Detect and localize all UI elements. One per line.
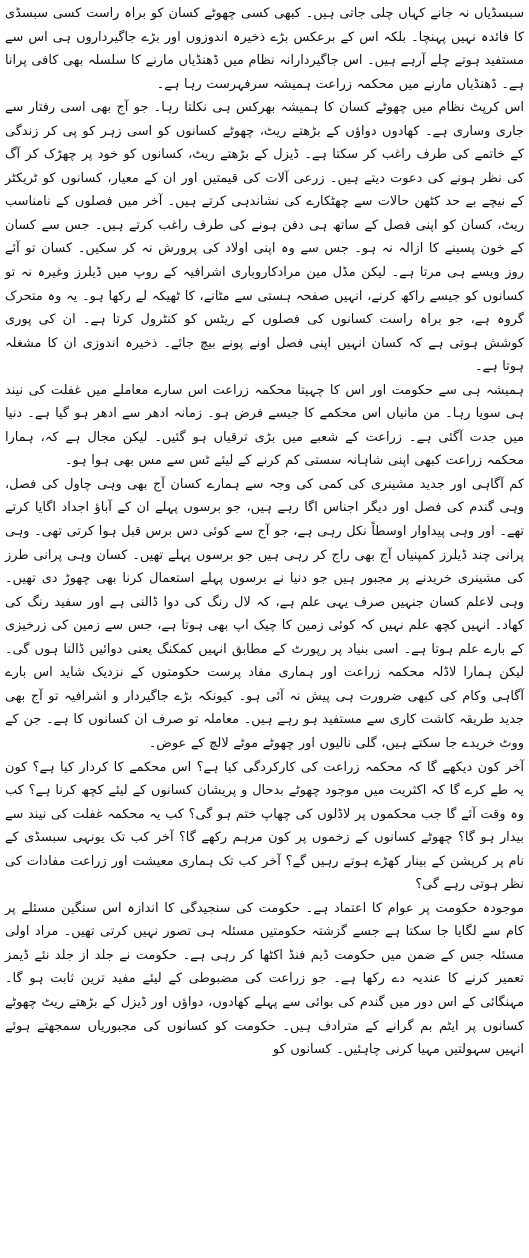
article-paragraph-4: کم آگاہی اور جدید مشینری کی کمی کی وجہ سے ہمارے کسان آج بھی وہی چاول کی فصل، وہی گندم کی فصل اور دیگر اجناس اگا رہے ہیں، جو برسوں پہلے ان کے آباؤ اجداد اگایا کرتے تھے۔ اور وہی پیداوار اوسطاً نکل رہی ہے، جو آج سے کوئی دس برس قبل ہوا کرتی تھی۔ وہی پرانی چند ڈیلرز کمپنیاں آج بھی راج کر رہی ہیں جو برسوں پہلے تھیں۔ کسان وہی پرانی طرز کی مشینری خریدنے پر مجبور ہیں جو دنیا نے برسوں پہلے استعمال کرنا بھی چھوڑ دی تھیں۔ وہی لاعلم کسان جنہیں صرف یہی علم ہے، کہ لال رنگ کی دوا ڈالنی ہے اور سفید رنگ کی کھاد۔ انہیں کچھ علم نہیں کہ کوئی زمین کا چیک اپ بھی ہوتا ہے، جس سے زمین کی زرخیزی کے بارے علم ہوتا ہے۔ اسی بنیاد پر رپورٹ کے مطابق انہیں کمکنگ یعنی دوائیں ڈالنا ہوں گی۔ لیکن ہمارا لاڈلہ محکمہ زراعت اور ہماری مفاد پرست حکومتوں کے نزدیک شاید اس بارے آگاہی وکام کی کبھی ضرورت ہی پیش نہ آئی ہو۔ کیونکہ بڑے جاگیردار و اشرافیہ تو آج بھی جدید طریقہ کاشت کاری سے مستفید ہو رہے ہیں۔ معاملہ تو صرف ان کسانوں کا ہے۔ جن کے ووٹ خریدے جا سکتے ہیں، گلی نالیوں اور چھوٹے موٹے لالچ کے عوض۔ bbox=[5, 476, 524, 751]
article-paragraph-3: ہمیشہ ہی سے حکومت اور اس کا چہیتا محکمہ زراعت اس سارے معاملے میں غفلت کی نیند ہی سویا رہا۔ من مانیاں اس محکمے کا جیسے فرض ہو۔ زمانہ ادھر سے ادھر ہو گیا ہے۔ دنیا میں جدت آگئی ہے۔ زراعت کے شعبے میں بڑی ترقیاں ہو گئیں۔ لیکن مجال ہے کہ، ہمارا محکمہ زراعت کبھی اپنی شاہانہ سستی کم کرنے کے لیئے ٹس سے مس بھی ہوا ہو۔ bbox=[5, 382, 524, 469]
article-paragraph-2: اس کرپٹ نظام میں چھوٹے کسان کا ہمیشہ بھرکس ہی نکلتا رہا۔ جو آج بھی اسی رفتار سے جاری وساری ہے۔ کھادوں دواؤں کے بڑھتے ریٹ، چھوٹے کسانوں کو اسی زہر کو پی کر زندگی کے خاتمے کی طرف راغب کر سکتا ہے۔ ڈیزل کے بڑھتے ریٹ، کسانوں کو خود پر چھڑک کر آگ کی نظر ہونے کی دعوت دیتے ہیں۔ زرعی آلات کی قیمتیں اور ان کے معیار، کسانوں کو ٹریکٹر کے نیچے بے حد کٹھن حالات سے چھٹکارے کی نشاندہی کرتے ہیں۔ آخر میں فصلوں کے نامناسب ریٹ، کسان کو اپنی فصل کے ساتھ ہی دفن ہونے کی طرف راغب کرتے ہیں۔ جس سے کسان کے خون پسینے کا ازالہ نہ ہو۔ جس سے وہ اپنی اولاد کی پرورش نہ کر سکیں۔ کسان تو آئے روز ویسے ہی مرتا ہے۔ لیکن مڈل مین مرادکاروباری اشرافیہ کے روپ میں ڈیلرز وغیرہ نہ تو کسانوں کو جیسے راکھ کرنے، انہیں صفحہ ہستی سے مٹانے، کا ٹھیکہ لے رکھا ہو۔ یہ وہ متحرک گروہ ہے، جو براہ راست کسانوں کی فصلوں کے ریٹس کو کنٹرول کرتا ہے۔ ان کی پوری کوشش ہوتی ہے کہ کسان انہیں اپنی فصل اونے پونے بیچ جائے۔ ذخیرہ اندوزی ان کا مشغلہ ہوتا ہے۔ bbox=[5, 100, 524, 375]
article-paragraph-5: آخر کون دیکھے گا کہ محکمہ زراعت کی کارکردگی کیا ہے؟ اس محکمے کا کردار کیا ہے؟ کون یہ طے کرے گا کہ اکثریت میں موجود چھوٹے بدحال و پریشان کسانوں کے لیئے کچھ کرنا ہے؟ کب وہ وقت آئے گا جب محکموں پر لاڈلوں کی چھاپ ختم ہو گی؟ کب یہ محکمہ غفلت کی نیند سے بیدار ہو گا؟ چھوٹے کسانوں کے زخموں پر کون مرہم رکھے گا؟ آخر کب تک یونہی سبسڈی کے نام پر کرپشن کے بینار کھڑے ہوتے رہیں گے؟ آخر کب تک ہماری معیشت اور زراعت مفادات کی نظر ہوتی رہے گی؟ bbox=[5, 759, 524, 893]
article-paragraph-1: سبسڈیاں نہ جانے کہاں چلی جاتی ہیں۔ کبھی کسی چھوٹے کسان کو براہ راست کسی سبسڈی کا فائدہ نہیں پہنچا۔ بلکہ اس کے برعکس بڑے ذخیرہ اندوزوں اور بڑے جاگیرداروں ہی اس سے مستفید ہوتے چلے آرہے ہیں۔ اس جاگیردارانہ نظام میں ڈھنڈیاں مارنے کا سلسلہ بھی کافی پرانا ہے۔ ڈھنڈیاں مارنے میں محکمہ زراعت ہمیشہ سرفہرست رہا ہے۔ bbox=[5, 6, 524, 92]
article-paragraph-6: موجودہ حکومت پر عوام کا اعتماد ہے۔ حکومت کی سنجیدگی کا اندازہ اس سنگین مسئلے پر کام سے لگایا جا سکتا ہے جسے گزشتہ حکومتیں مسئلہ ہی تصور نہیں کرتی تھیں۔ مراد اولی مسئلہ جس کے ضمن میں حکومت ڈیم فنڈ اکٹھا کر رہی ہے۔ حکومت نے جلد از جلد نئے ڈیمز تعمیر کرنے کا عندیہ دے رکھا ہے۔ جو زراعت کی مضبوطی کے لیئے مفید ترین ثابت ہو گا۔ مہنگائی کے اس دور میں گندم کی بوائی سے پہلے کھادوں، دواؤں اور ڈیزل کے بڑھتے ریٹ چھوٹے کسانوں پر ایٹم بم گرانے کے مترادف ہیں۔ حکومت کو کسانوں کی مجبوریاں سمجھتے ہوئے انہیں سہولتیں مہیا کرنی چاہئیں۔ کسانوں کو bbox=[5, 900, 524, 1058]
